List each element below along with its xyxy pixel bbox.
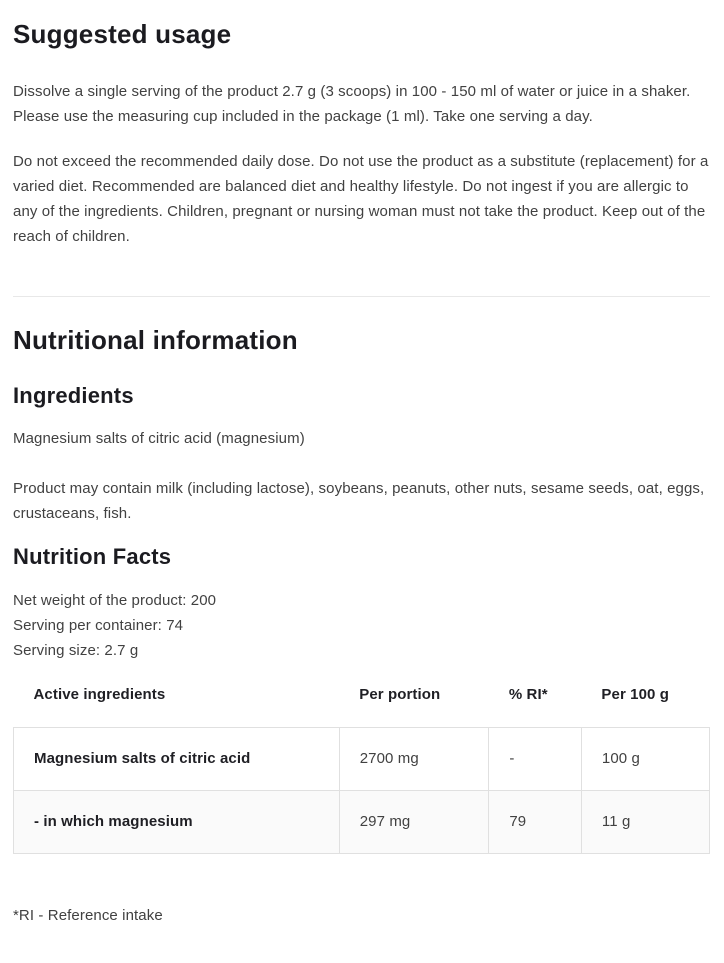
suggested-usage-section [13,19,710,249]
usage-directions-paragraph: Dissolve a single serving of the product 2.7 g (3 scoops) in 100 - 150 ml of water or juice in a shaker. Please use the measuring cup included in the package (1 ml). Take one serving a day. [13,83,691,125]
cell-per-100g: 11 g [581,791,709,854]
nutrition-facts-table [13,663,710,854]
nutrition-facts-heading: Nutrition Facts [13,544,172,569]
reference-intake-footnote: *RI - Reference intake [13,907,163,924]
net-weight-line: Net weight of the product: 200 [13,592,217,609]
col-header-per-100g: Per 100 g [581,663,709,728]
product-info-page [0,19,724,963]
section-divider [13,296,710,297]
serving-per-container-line: Serving per container: 74 [13,617,184,634]
table-row-magnesium-salts [14,728,710,791]
cell-ingredient: - in which magnesium [14,791,340,854]
cell-per-portion: 2700 mg [339,728,489,791]
serving-size-line: Serving size: 2.7 g [13,642,139,659]
cell-ingredient: Magnesium salts of citric acid [14,728,340,791]
nutrition-facts-meta [13,588,710,663]
cell-ri-percent: - [489,728,582,791]
usage-warnings-paragraph: Do not exceed the recommended daily dose. Do not use the product as a substitute (replacement) for a varied diet. Recommended are balanced diet and healthy lifestyle. Do not ingest if you are allergic to any of the ingredients. Children, pregnant or nursing woman must not take the product. Keep out of the reach of children. [13,153,709,245]
cell-ri-percent: 79 [489,791,582,854]
col-header-per-portion: Per portion [339,663,489,728]
col-header-active-ingredients: Active ingredients [14,663,340,728]
cell-per-portion: 297 mg [339,791,489,854]
ingredients-heading: Ingredients [13,383,134,408]
nutritional-information-heading: Nutritional information [13,325,298,355]
suggested-usage-heading: Suggested usage [13,19,232,49]
ingredients-composition-text: Magnesium salts of citric acid (magnesium) [13,430,305,447]
allergen-info-text: Product may contain milk (including lactose), soybeans, peanuts, other nuts, sesame seeds, oat, eggs, crustaceans, fish. [13,480,705,522]
col-header-ri-percent: % RI* [489,663,582,728]
nutritional-information-section [13,325,710,928]
nutrition-table-header-row [14,663,710,728]
cell-per-100g: 100 g [581,728,709,791]
table-row-in-which-magnesium [14,791,710,854]
